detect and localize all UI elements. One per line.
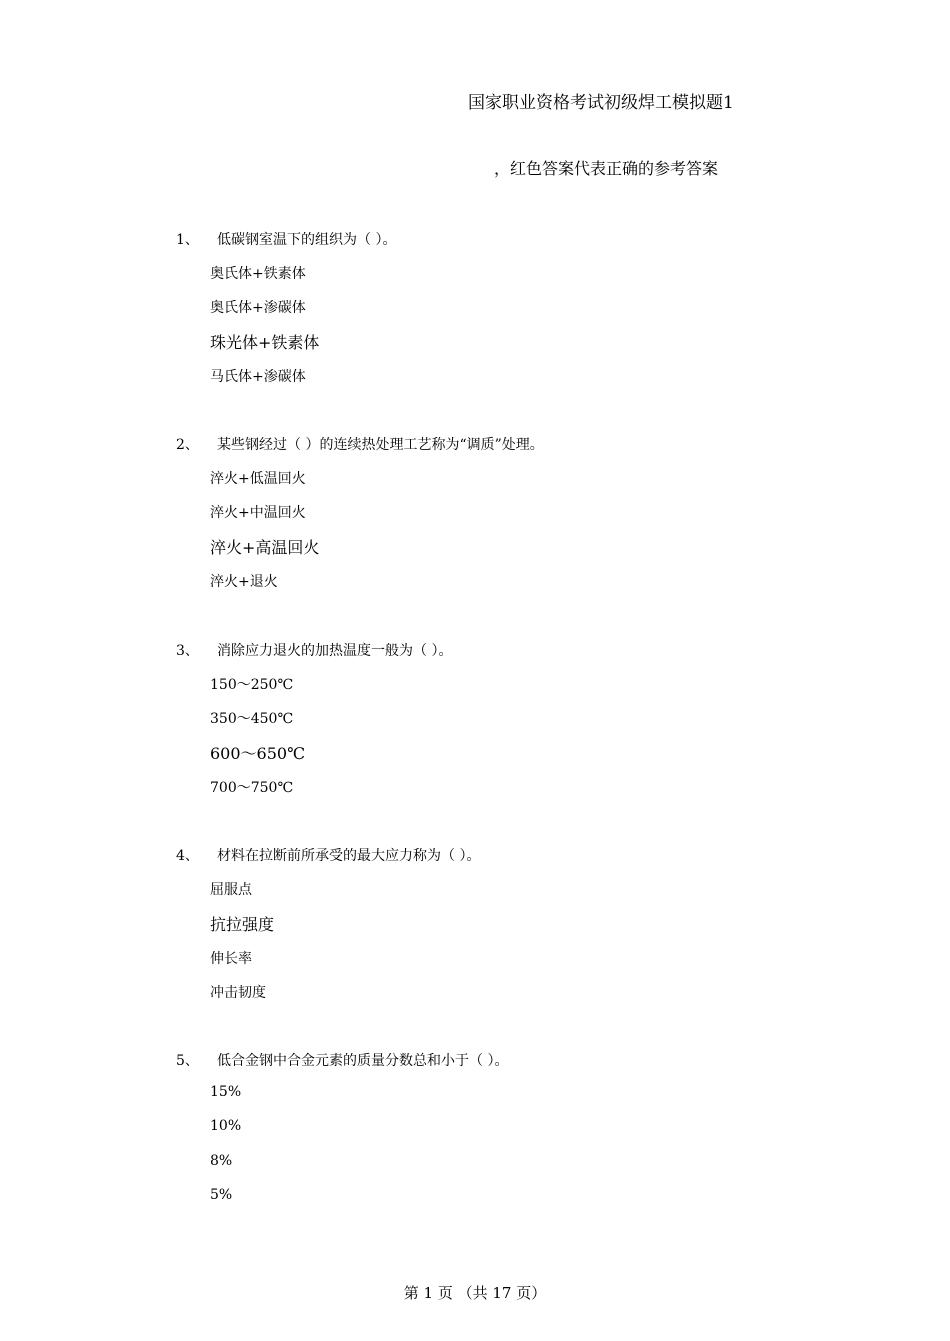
option-a: 淬火+低温回火 [210,471,306,487]
option-a: 15% [210,1084,242,1100]
question-text: 材料在拉断前所承受的最大应力称为（ ）。 [217,848,481,864]
option-c-answer: 珠光体+铁素体 [210,333,320,352]
document-title: 国家职业资格考试初级焊工模拟题1 [468,93,734,113]
option-c-answer: 600～650℃ [210,744,305,763]
page-footer: 第 1 页 （共 17 页） [403,1284,547,1302]
question-text: 低合金钢中合金元素的质量分数总和小于（ ）。 [217,1053,509,1069]
question-2 [0,434,950,624]
question-1 [0,229,950,419]
option-c: 8% [210,1153,233,1169]
question-text: 低碳钢室温下的组织为（ ）。 [217,232,397,248]
option-d: 700～750℃ [210,780,294,796]
option-c: 伸长率 [210,951,252,967]
question-3 [0,640,950,830]
option-d: 5% [210,1187,233,1203]
option-d: 冲击韧度 [210,985,266,1001]
option-c-answer: 淬火+高温回火 [210,538,320,557]
answer-note: ，红色答案代表正确的参考答案 [494,159,719,178]
option-a: 屈服点 [210,882,252,898]
option-d: 马氏体+渗碳体 [210,369,306,385]
option-b: 淬火+中温回火 [210,505,306,521]
option-d: 淬火+退火 [210,574,278,590]
question-4 [0,845,950,1035]
question-text: 某些钢经过（ ）的连续热处理工艺称为“调质”处理。 [217,437,544,453]
question-number: 2、 [176,437,199,453]
option-b-answer: 抗拉强度 [210,915,275,934]
option-a: 奥氏体+铁素体 [210,266,306,282]
question-number: 5、 [176,1053,199,1069]
question-number: 4、 [176,848,199,864]
option-a: 150～250℃ [210,677,294,693]
option-b: 10% [210,1118,242,1134]
question-5 [0,1050,950,1240]
option-b: 奥氏体+渗碳体 [210,300,306,316]
question-number: 1、 [176,232,199,248]
option-b: 350～450℃ [210,711,294,727]
question-number: 3、 [176,643,199,659]
question-text: 消除应力退火的加热温度一般为（ ）。 [217,643,453,659]
